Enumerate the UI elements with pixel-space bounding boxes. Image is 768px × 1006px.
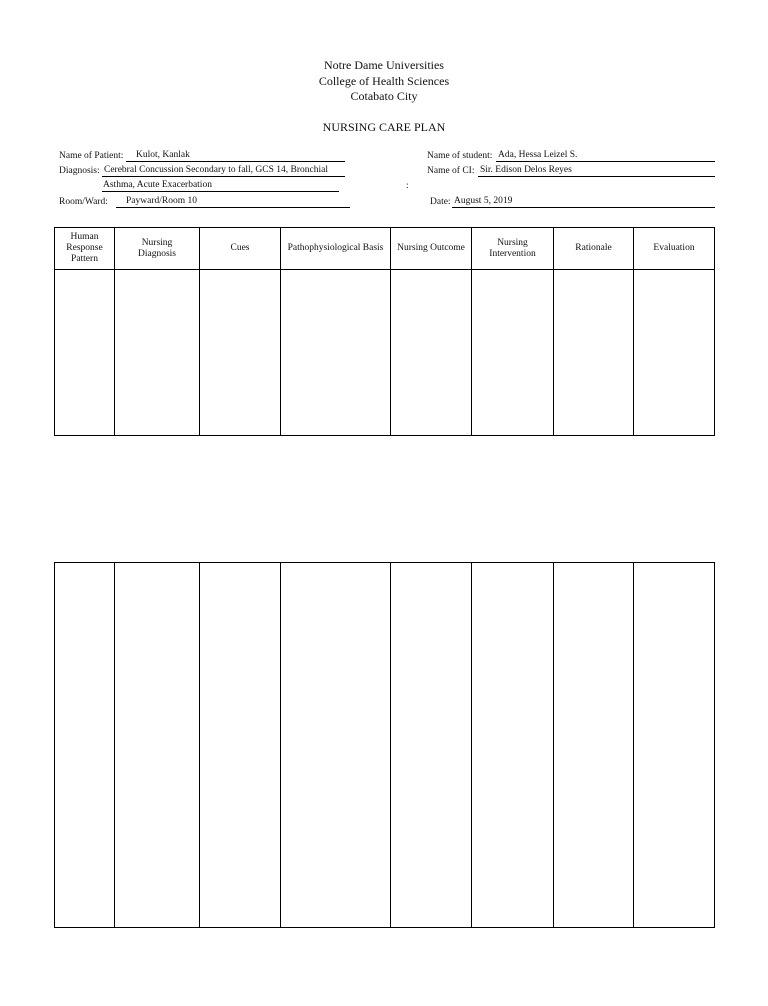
diagnosis-field-line1 <box>102 165 345 177</box>
table-cell <box>634 270 715 436</box>
table-cell <box>200 563 281 928</box>
table-cell <box>281 270 391 436</box>
diagnosis-value-line1: Cerebral Concussion Secondary to fall, GCS 14, Bronchial <box>104 165 329 175</box>
room-ward-value: Payward/Room 10 <box>126 196 197 206</box>
header-human-response-pattern: Human Response Pattern <box>55 228 115 270</box>
header-nursing-diagnosis: Nursing Diagnosis <box>115 228 200 270</box>
table-row <box>55 563 715 928</box>
table-cell <box>281 563 391 928</box>
table-cell <box>472 270 554 436</box>
table-cell <box>55 563 115 928</box>
ci-name-field <box>478 165 715 177</box>
date-label: Date: <box>430 197 451 207</box>
diagnosis-label: Diagnosis: <box>59 166 100 176</box>
student-name-value: Ada, Hessa Leizel S. <box>498 150 578 160</box>
table-row <box>55 270 715 436</box>
header-pathophysiological-basis: Pathophysiological Basis <box>281 228 391 270</box>
table-cell <box>554 563 634 928</box>
header-evaluation: Evaluation <box>634 228 715 270</box>
date-value: August 5, 2019 <box>454 196 513 206</box>
table-cell <box>115 270 200 436</box>
table-cell <box>55 270 115 436</box>
patient-name-value: Kulot, Kanlak <box>136 150 190 160</box>
header-nursing-outcome: Nursing Outcome <box>391 228 472 270</box>
student-name-label: Name of student: <box>427 151 493 161</box>
table-cell <box>115 563 200 928</box>
table-cell <box>200 270 281 436</box>
college-name: College of Health Sciences <box>318 74 450 88</box>
table-cell <box>391 563 472 928</box>
care-plan-table-1 <box>54 227 715 436</box>
header-cues: Cues <box>200 228 281 270</box>
header-rationale: Rationale <box>554 228 634 270</box>
header-nursing-intervention: Nursing Intervention <box>472 228 554 270</box>
care-plan-table-2 <box>54 562 715 928</box>
table-cell <box>391 270 472 436</box>
city-name: Cotabato City <box>350 89 418 103</box>
date-field <box>452 196 715 208</box>
student-name-field <box>496 150 715 162</box>
ci-name-label: Name of CI: <box>427 166 475 176</box>
table-cell <box>634 563 715 928</box>
page-title: NURSING CARE PLAN <box>322 120 446 134</box>
diagnosis-field-line2 <box>102 180 339 192</box>
table-cell <box>472 563 554 928</box>
diagnosis-value-line2: Asthma, Acute Exacerbation <box>103 180 212 190</box>
table-header-row <box>55 228 715 270</box>
university-name: Notre Dame Universities <box>324 58 444 72</box>
patient-name-field <box>126 150 345 162</box>
room-ward-field <box>116 196 350 208</box>
separator-colon: : <box>406 181 409 191</box>
room-ward-label: Room/Ward: <box>59 197 108 207</box>
patient-name-label: Name of Patient: <box>59 151 124 161</box>
table-cell <box>554 270 634 436</box>
ci-name-value: Sir. Edison Delos Reyes <box>480 165 572 175</box>
